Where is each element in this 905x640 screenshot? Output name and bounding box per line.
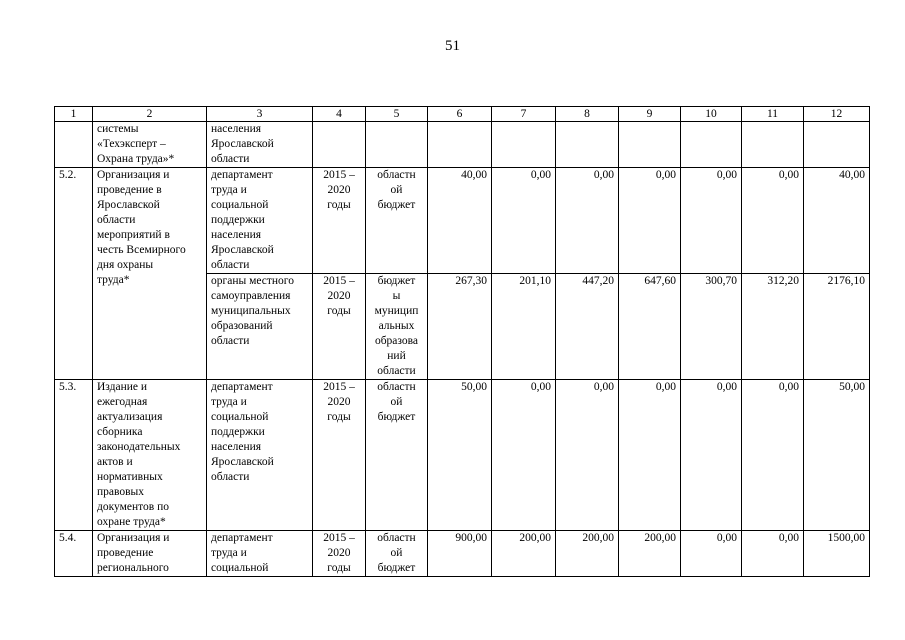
text-line: областн — [377, 381, 416, 393]
value-cell: 40,00 — [804, 168, 870, 274]
text-line: Охрана труда»* — [97, 153, 175, 165]
text-line: социальной — [211, 562, 269, 574]
text-line: охране труда* — [97, 516, 166, 528]
table-row — [55, 168, 870, 274]
executor-cell — [207, 168, 313, 274]
text-line: области — [211, 153, 250, 165]
empty-cell — [742, 122, 804, 168]
text-line: органы местного — [211, 275, 294, 287]
row-number-cell: 5.4. — [55, 531, 93, 577]
text-line: труда и — [211, 396, 247, 408]
text-line: населения — [211, 441, 262, 453]
text-line: актуализация — [97, 411, 163, 423]
text-line: населения — [211, 123, 262, 135]
text-line: областн — [377, 532, 416, 544]
row-number-cell: 5.3. — [55, 380, 93, 531]
value-cell: 0,00 — [681, 168, 742, 274]
value-cell: 0,00 — [492, 380, 556, 531]
table-row — [55, 122, 870, 168]
text-line: Ярославской — [211, 138, 274, 150]
budget-table — [54, 106, 870, 577]
text-line: департамент — [211, 381, 273, 393]
table-header-row — [55, 107, 870, 122]
source-cell — [366, 168, 428, 274]
value-cell: 201,10 — [492, 274, 556, 380]
value-cell: 50,00 — [428, 380, 492, 531]
header-cell: 5 — [366, 107, 428, 122]
header-cell: 9 — [619, 107, 681, 122]
value-cell: 447,20 — [556, 274, 619, 380]
text-line: социальной — [211, 411, 269, 423]
header-cell: 3 — [207, 107, 313, 122]
header-cell: 6 — [428, 107, 492, 122]
text-line: ний — [387, 350, 406, 362]
text-line: Ярославской — [97, 199, 160, 211]
text-line: 2015 – — [323, 275, 355, 287]
text-line: дня охраны — [97, 259, 154, 271]
text-line: честь Всемирного — [97, 244, 186, 256]
text-line: Организация и — [97, 169, 170, 181]
executor-cell — [207, 380, 313, 531]
text-line: 2015 – — [323, 169, 355, 181]
value-cell: 0,00 — [681, 531, 742, 577]
text-line: мероприятий в — [97, 229, 170, 241]
header-cell: 8 — [556, 107, 619, 122]
header-cell: 7 — [492, 107, 556, 122]
header-cell: 1 — [55, 107, 93, 122]
text-line: проведение в — [97, 184, 162, 196]
text-line: 2020 — [327, 396, 351, 408]
text-line: системы — [97, 123, 139, 135]
text-line: ы — [392, 290, 401, 302]
text-line: области — [211, 335, 250, 347]
text-line: 2015 – — [323, 532, 355, 544]
text-line: бюджет — [377, 275, 416, 287]
text-line: документов по — [97, 501, 169, 513]
value-cell: 0,00 — [742, 168, 804, 274]
value-cell: 200,00 — [556, 531, 619, 577]
text-line: труда и — [211, 547, 247, 559]
value-cell: 312,20 — [742, 274, 804, 380]
page-number: 51 — [445, 38, 460, 54]
header-cell: 11 — [742, 107, 804, 122]
source-cell — [366, 274, 428, 380]
text-line: годы — [327, 199, 351, 211]
text-line: области — [211, 259, 250, 271]
text-line: законодательных — [97, 441, 181, 453]
header-cell: 10 — [681, 107, 742, 122]
years-cell — [313, 380, 366, 531]
text-line: актов и — [97, 456, 133, 468]
text-line: муницип — [374, 305, 419, 317]
value-cell: 0,00 — [619, 380, 681, 531]
text-line: труда* — [97, 274, 130, 286]
text-line: Ярославской — [211, 244, 274, 256]
text-line: образований — [211, 320, 273, 332]
years-cell — [313, 274, 366, 380]
measure-name-cell — [93, 122, 207, 168]
value-cell: 200,00 — [619, 531, 681, 577]
value-cell: 0,00 — [742, 380, 804, 531]
text-line: области — [97, 214, 136, 226]
text-line: департамент — [211, 169, 273, 181]
text-line: труда и — [211, 184, 247, 196]
empty-cell — [428, 122, 492, 168]
text-line: поддержки — [211, 214, 265, 226]
text-line: населения — [211, 229, 262, 241]
text-line: области — [377, 365, 416, 377]
text-line: социальной — [211, 199, 269, 211]
executor-cell — [207, 274, 313, 380]
text-line: поддержки — [211, 426, 265, 438]
value-cell: 900,00 — [428, 531, 492, 577]
years-cell — [313, 168, 366, 274]
text-line: годы — [327, 411, 351, 423]
text-line: муниципальных — [211, 305, 291, 317]
value-cell: 200,00 — [492, 531, 556, 577]
text-line: регионального — [97, 562, 169, 574]
empty-cell — [492, 122, 556, 168]
text-line: ой — [390, 547, 403, 559]
text-line: образова — [374, 335, 419, 347]
row-number-cell: 5.2. — [55, 168, 93, 380]
years-cell — [313, 531, 366, 577]
text-line: 2020 — [327, 547, 351, 559]
text-line: департамент — [211, 532, 273, 544]
text-line: Организация и — [97, 532, 170, 544]
header-cell: 4 — [313, 107, 366, 122]
empty-cell — [366, 122, 428, 168]
measure-name-cell — [93, 380, 207, 531]
empty-cell — [804, 122, 870, 168]
executor-cell — [207, 122, 313, 168]
table-row — [55, 380, 870, 531]
measure-name-cell — [93, 531, 207, 577]
text-line: альных — [378, 320, 415, 332]
text-line: области — [211, 471, 250, 483]
header-cell: 2 — [93, 107, 207, 122]
text-line: областн — [377, 169, 416, 181]
text-line: проведение — [97, 547, 154, 559]
value-cell: 0,00 — [556, 168, 619, 274]
text-line: бюджет — [377, 562, 416, 574]
row-number-cell — [55, 122, 93, 168]
text-line: самоуправления — [211, 290, 291, 302]
text-line: бюджет — [377, 411, 416, 423]
value-cell: 50,00 — [804, 380, 870, 531]
value-cell: 0,00 — [681, 380, 742, 531]
text-line: 2015 – — [323, 381, 355, 393]
text-line: правовых — [97, 486, 145, 498]
text-line: годы — [327, 305, 351, 317]
empty-cell — [681, 122, 742, 168]
value-cell: 647,60 — [619, 274, 681, 380]
text-line: бюджет — [377, 199, 416, 211]
value-cell: 0,00 — [619, 168, 681, 274]
text-line: Издание и — [97, 381, 148, 393]
source-cell — [366, 380, 428, 531]
executor-cell — [207, 531, 313, 577]
value-cell: 0,00 — [492, 168, 556, 274]
text-line: 2020 — [327, 184, 351, 196]
value-cell: 267,30 — [428, 274, 492, 380]
value-cell: 1500,00 — [804, 531, 870, 577]
value-cell: 2176,10 — [804, 274, 870, 380]
text-line: сборника — [97, 426, 143, 438]
text-line: Ярославской — [211, 456, 274, 468]
text-line: нормативных — [97, 471, 163, 483]
text-line: ежегодная — [97, 396, 148, 408]
source-cell — [366, 531, 428, 577]
empty-cell — [556, 122, 619, 168]
header-cell: 12 — [804, 107, 870, 122]
table-row — [55, 531, 870, 577]
text-line: годы — [327, 562, 351, 574]
text-line: 2020 — [327, 290, 351, 302]
text-line: «Техэксперт – — [97, 138, 166, 150]
text-line: ой — [390, 396, 403, 408]
value-cell: 40,00 — [428, 168, 492, 274]
value-cell: 0,00 — [556, 380, 619, 531]
text-line: ой — [390, 184, 403, 196]
measure-name-cell — [93, 168, 207, 380]
value-cell: 300,70 — [681, 274, 742, 380]
empty-cell — [313, 122, 366, 168]
empty-cell — [619, 122, 681, 168]
value-cell: 0,00 — [742, 531, 804, 577]
